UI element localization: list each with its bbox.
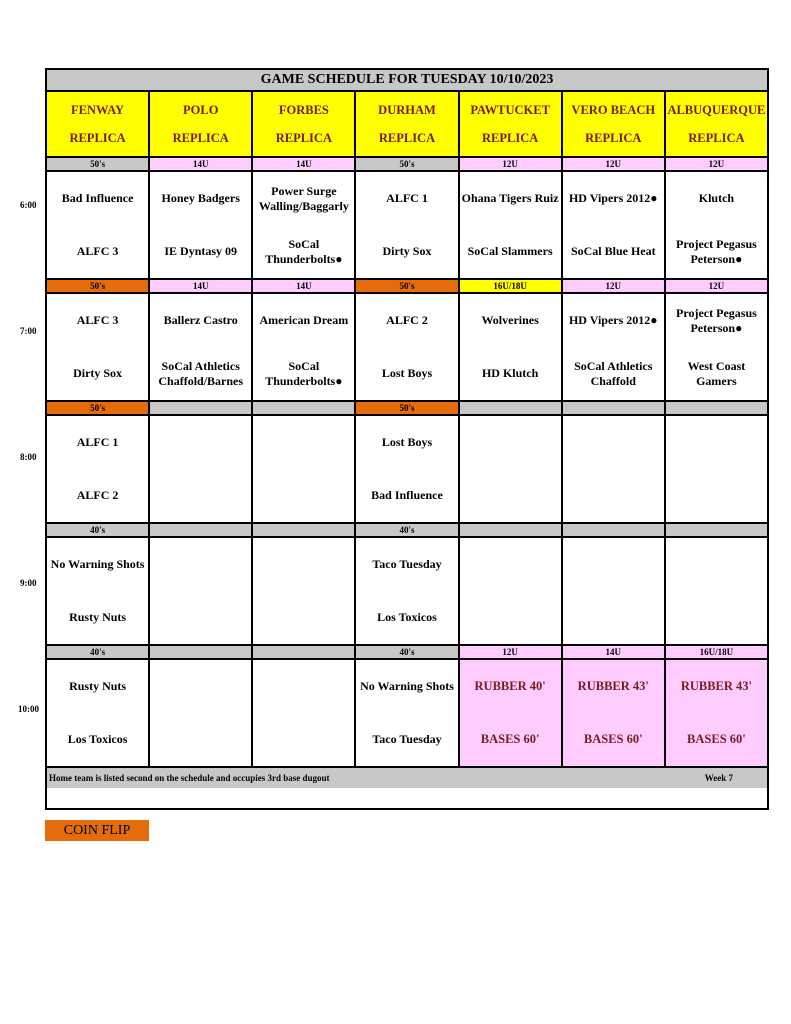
home-team: Dirty Sox: [382, 244, 432, 258]
home-team: [253, 713, 354, 766]
field-name: ALBUQUERQUE: [667, 102, 766, 117]
slot-time: 7:00: [20, 326, 37, 336]
game-cell: [253, 416, 356, 522]
age-group-label: [253, 402, 356, 414]
game-cell: [47, 294, 150, 400]
age-group-label: [666, 402, 767, 414]
age-group-label: [150, 402, 253, 414]
home-team: [253, 591, 354, 644]
game-cell: [563, 538, 666, 644]
home-team: Lost Boys: [381, 366, 433, 380]
age-group-label: 12U: [563, 280, 666, 292]
home-team: SoCal Slammers: [467, 244, 553, 258]
home-team: [460, 469, 561, 522]
visiting-team: [460, 416, 561, 469]
visiting-team: Lost Boys: [381, 435, 433, 449]
field-header: [356, 92, 459, 156]
game-cell: [47, 416, 150, 522]
age-group-label: 14U: [253, 158, 356, 170]
age-group-label: [150, 524, 253, 536]
home-team: Bad Influence: [371, 488, 443, 502]
game-cell: [563, 172, 666, 278]
visiting-team: Rusty Nuts: [69, 679, 127, 693]
field-header: [666, 92, 767, 156]
home-team: [666, 591, 767, 644]
home-team: [563, 591, 664, 644]
field-sub: REPLICA: [688, 130, 745, 145]
schedule-title: GAME SCHEDULE FOR TUESDAY 10/10/2023: [47, 70, 767, 92]
slot-time: 6:00: [20, 200, 37, 210]
home-team: [666, 469, 767, 522]
field-name: VERO BEACH: [571, 102, 656, 117]
age-group-row: [47, 646, 767, 660]
field-name: FENWAY: [71, 102, 125, 117]
game-cell: [666, 294, 767, 400]
home-team: IE Dyntasy 09: [164, 244, 238, 258]
age-group-label: [460, 402, 563, 414]
field-name: POLO: [183, 102, 219, 117]
visiting-team: [460, 538, 561, 591]
visiting-team: RUBBER 40': [474, 678, 546, 693]
game-cell: [253, 660, 356, 766]
game-cell: [150, 660, 253, 766]
age-group-label: 16U/18U: [460, 280, 563, 292]
game-cell: [356, 172, 459, 278]
age-group-row: [47, 524, 767, 538]
game-slot-row: [47, 538, 767, 646]
visiting-team: [253, 538, 354, 591]
age-group-label: [666, 524, 767, 536]
age-group-label: 40's: [356, 524, 459, 536]
age-group-label: [253, 524, 356, 536]
age-group-label: 12U: [666, 158, 767, 170]
age-group-label: 12U: [563, 158, 666, 170]
coin-flip-legend: COIN FLIP: [45, 820, 149, 841]
visiting-team: Honey Badgers: [161, 191, 240, 205]
age-group-label: [563, 524, 666, 536]
home-team: SoCal Athletics Chaffold: [574, 358, 653, 388]
visiting-team: Ballerz Castro: [163, 313, 238, 327]
age-group-label: 12U: [460, 158, 563, 170]
game-cell: [47, 660, 150, 766]
field-sub: REPLICA: [378, 130, 436, 145]
game-slot-row: [47, 172, 767, 280]
schedule-table: [45, 68, 769, 810]
field-header: [460, 92, 563, 156]
game-cell: [460, 416, 563, 522]
visiting-team: [150, 416, 251, 469]
home-team: [460, 591, 561, 644]
age-group-label: 16U/18U: [666, 646, 767, 658]
age-group-label: 40's: [356, 646, 459, 658]
visiting-team: [150, 660, 251, 713]
home-team: Rusty Nuts: [69, 610, 127, 624]
home-team: [563, 469, 664, 522]
visiting-team: RUBBER 43': [577, 678, 649, 693]
visiting-team: American Dream: [259, 313, 349, 327]
field-name: DURHAM: [378, 102, 436, 117]
age-group-row: [47, 158, 767, 172]
age-group-label: 50's: [47, 158, 150, 170]
home-team: SoCal Blue Heat: [570, 244, 656, 258]
age-group-label: 50's: [356, 158, 459, 170]
visiting-team: Klutch: [698, 191, 735, 205]
visiting-team: No Warning Shots: [50, 557, 145, 571]
game-cell: [460, 538, 563, 644]
field-name: PAWTUCKET: [470, 102, 550, 117]
visiting-team: ALFC 1: [76, 435, 119, 449]
home-team: [150, 469, 251, 522]
field-header: [563, 92, 666, 156]
home-team: HD Klutch: [481, 366, 539, 380]
game-cell: [150, 416, 253, 522]
age-group-label: [150, 646, 253, 658]
field-header: [253, 92, 356, 156]
age-group-label: 12U: [460, 646, 563, 658]
field-sub: REPLICA: [69, 130, 126, 145]
visiting-team: Ohana Tigers Ruiz: [461, 191, 559, 205]
visiting-team: RUBBER 43': [680, 678, 753, 693]
visiting-team: Project Pegasus Peterson●: [676, 305, 757, 335]
time-slots: [47, 158, 767, 768]
visiting-team: Power Surge Walling/Baggarly: [258, 183, 349, 213]
visiting-team: No Warning Shots: [360, 679, 454, 693]
home-team: SoCal Athletics Chaffold/Barnes: [158, 358, 244, 388]
visiting-team: [563, 538, 664, 591]
visiting-team: Bad Influence: [61, 191, 134, 205]
home-team-note: Home team is listed second on the schedule and occupies 3rd base dugout: [49, 773, 330, 783]
visiting-team: HD Vipers 2012●: [568, 191, 658, 205]
slot-time: 10:00: [18, 704, 39, 714]
home-team: [150, 713, 251, 766]
age-group-label: 40's: [47, 646, 150, 658]
field-sub: REPLICA: [482, 130, 539, 145]
home-team: Dirty Sox: [73, 366, 123, 380]
home-team: SoCal Thunderbolts●: [265, 236, 343, 266]
home-team: [150, 591, 251, 644]
age-group-label: 14U: [563, 646, 666, 658]
age-group-label: 50's: [47, 280, 150, 292]
age-group-label: 40's: [47, 524, 150, 536]
age-group-label: [460, 524, 563, 536]
home-team: Los Toxicos: [67, 732, 128, 746]
game-cell: [460, 660, 563, 766]
game-cell: [356, 538, 459, 644]
field-sub: REPLICA: [172, 130, 229, 145]
game-cell: [666, 538, 767, 644]
field-sub: REPLICA: [585, 130, 642, 145]
game-cell: [150, 172, 253, 278]
game-cell: [253, 538, 356, 644]
visiting-team: [150, 538, 251, 591]
week-label: Week 7: [704, 773, 733, 783]
home-team: Los Toxicos: [377, 610, 437, 624]
visiting-team: [563, 416, 664, 469]
age-group-label: [563, 402, 666, 414]
age-group-row: [47, 280, 767, 294]
game-cell: [563, 416, 666, 522]
home-team: [253, 469, 354, 522]
visiting-team: ALFC 3: [76, 313, 119, 327]
game-cell: [460, 172, 563, 278]
game-cell: [563, 660, 666, 766]
age-group-label: 50's: [356, 280, 459, 292]
game-cell: [356, 416, 459, 522]
visiting-team: ALFC 2: [386, 313, 428, 327]
visiting-team: [666, 416, 767, 469]
field-header-row: [47, 92, 767, 158]
game-cell: [356, 294, 459, 400]
home-team: ALFC 3: [76, 244, 119, 258]
visiting-team: Wolverines: [481, 313, 539, 327]
game-cell: [253, 172, 356, 278]
game-cell: [356, 660, 459, 766]
game-cell: [666, 660, 767, 766]
game-cell: [563, 294, 666, 400]
field-header: [150, 92, 253, 156]
home-team: BASES 60': [687, 731, 746, 746]
game-cell: [666, 416, 767, 522]
visiting-team: [253, 660, 354, 713]
slot-time: 8:00: [20, 452, 37, 462]
age-group-label: 12U: [666, 280, 767, 292]
home-team: BASES 60': [480, 731, 540, 746]
game-slot-row: [47, 660, 767, 768]
visiting-team: [253, 416, 354, 469]
footer-row: [47, 768, 767, 788]
game-cell: [666, 172, 767, 278]
game-cell: [47, 538, 150, 644]
age-group-label: 14U: [150, 158, 253, 170]
game-cell: [150, 538, 253, 644]
home-team: BASES 60': [583, 731, 643, 746]
home-team: Project Pegasus Peterson●: [676, 236, 757, 266]
age-group-label: 50's: [356, 402, 459, 414]
age-group-label: 14U: [253, 280, 356, 292]
visiting-team: [666, 538, 767, 591]
slot-time: 9:00: [20, 578, 37, 588]
game-slot-row: [47, 294, 767, 402]
game-cell: [150, 294, 253, 400]
game-cell: [460, 294, 563, 400]
age-group-label: [253, 646, 356, 658]
home-team: West Coast Gamers: [687, 358, 746, 388]
visiting-team: HD Vipers 2012●: [568, 313, 658, 327]
field-name: FORBES: [278, 102, 329, 117]
home-team: Taco Tuesday: [372, 732, 442, 746]
game-cell: [253, 294, 356, 400]
game-cell: [47, 172, 150, 278]
visiting-team: ALFC 1: [386, 191, 428, 205]
age-group-label: 50's: [47, 402, 150, 414]
field-sub: REPLICA: [275, 130, 332, 145]
age-group-label: 14U: [150, 280, 253, 292]
visiting-team: Taco Tuesday: [372, 557, 442, 571]
age-group-row: [47, 402, 767, 416]
home-team: ALFC 2: [76, 488, 119, 502]
field-header: [47, 92, 150, 156]
game-slot-row: [47, 416, 767, 524]
home-team: SoCal Thunderbolts●: [265, 358, 343, 388]
